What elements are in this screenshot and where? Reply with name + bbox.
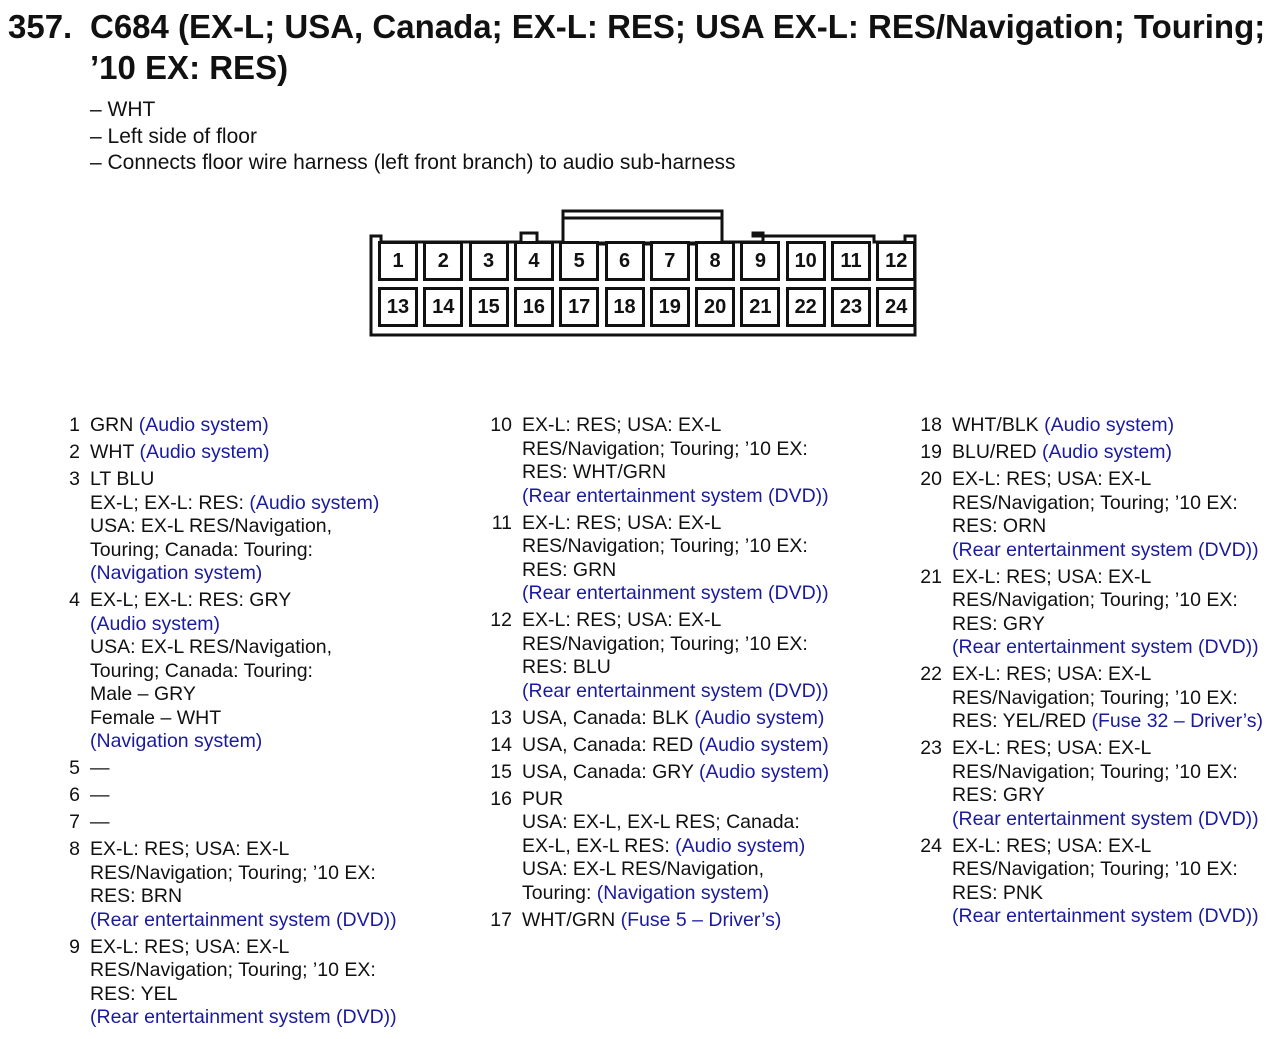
system-reference: (Rear entertainment system (DVD)) bbox=[522, 679, 829, 702]
wire-info: RES/Navigation; Touring; ’10 EX: bbox=[952, 760, 1238, 783]
system-reference: (Rear entertainment system (DVD)) bbox=[90, 1006, 397, 1028]
pin-description-line bbox=[90, 468, 462, 492]
wire-info: RES: GRN bbox=[522, 558, 617, 581]
connector-pin-cell: 9 bbox=[740, 241, 780, 281]
pin-description-line bbox=[522, 535, 888, 559]
pin-entry bbox=[918, 737, 1287, 831]
pin-number: 19 bbox=[920, 441, 942, 463]
pin-entry bbox=[62, 414, 462, 438]
pin-entry bbox=[918, 414, 1287, 438]
wire-info: RES/Navigation; Touring; ’10 EX: bbox=[952, 589, 1238, 611]
connector-title: C684 (EX-L; USA, Canada; EX-L: RES; USA EX-L: RES/Navigation; Touring; ’10 EX: RES) bbox=[90, 8, 1266, 86]
wire-info: PUR bbox=[522, 787, 564, 810]
wire-info: USA: EX-L RES/Navigation, bbox=[90, 515, 333, 537]
pin-description-line bbox=[522, 835, 888, 859]
pin-number: 1 bbox=[69, 414, 80, 436]
pin-number: 4 bbox=[69, 589, 80, 611]
wire-info: RES/Navigation; Touring; ’10 EX: bbox=[952, 858, 1238, 880]
connector-notes bbox=[90, 97, 736, 177]
wire-info: WHT/GRN bbox=[522, 908, 621, 931]
pin-number: 20 bbox=[920, 468, 942, 490]
pin-entry bbox=[918, 566, 1287, 660]
connector-pin-cell: 20 bbox=[695, 287, 735, 327]
pin-description-line bbox=[90, 730, 462, 754]
system-reference: (Navigation system) bbox=[90, 730, 263, 752]
wire-info: RES: YEL/RED bbox=[952, 710, 1092, 732]
wire-info: USA: EX-L RES/Navigation, bbox=[522, 858, 765, 880]
system-reference: (Rear entertainment system (DVD)) bbox=[90, 908, 397, 931]
pin-entry bbox=[488, 414, 888, 508]
pin-entry bbox=[488, 734, 888, 758]
wire-info: RES/Navigation; Touring; ’10 EX: bbox=[522, 437, 808, 460]
pin-description-line bbox=[90, 562, 462, 586]
pin-number: 6 bbox=[69, 784, 80, 806]
pin-description-line bbox=[522, 811, 888, 835]
connector-pin-cell: 2 bbox=[423, 241, 463, 281]
system-reference: (Fuse 32 – Driver’s) bbox=[1091, 710, 1264, 732]
wire-info: EX-L: RES; USA: EX-L bbox=[952, 468, 1152, 490]
connector-pin-cell: 3 bbox=[469, 241, 509, 281]
wire-info: RES: GRY bbox=[952, 784, 1045, 806]
pin-description-line bbox=[90, 811, 462, 835]
wire-info: RES: PNK bbox=[952, 881, 1044, 904]
pin-description-line bbox=[952, 905, 1287, 929]
connector-pin-cell: 13 bbox=[378, 287, 418, 327]
connector-pin-cell: 23 bbox=[831, 287, 871, 327]
pin-description-line bbox=[522, 633, 888, 657]
pin-description-line bbox=[90, 441, 462, 465]
pin-entry bbox=[62, 838, 462, 932]
pin-description-line bbox=[522, 414, 888, 438]
wire-info: RES: WHT/GRN bbox=[522, 461, 667, 483]
pin-description-line bbox=[90, 983, 462, 1007]
pin-number: 24 bbox=[920, 834, 942, 857]
pin-description-line bbox=[522, 461, 888, 485]
pin-description-line bbox=[952, 468, 1287, 492]
pin-entry bbox=[918, 663, 1287, 734]
pin-description-line bbox=[90, 660, 462, 684]
connector-pin-cell: 6 bbox=[605, 241, 645, 281]
pin-description-line bbox=[952, 441, 1287, 465]
connector-pin-cell: 12 bbox=[876, 241, 916, 281]
pin-description-line bbox=[90, 414, 462, 438]
pin-description-line bbox=[952, 539, 1287, 563]
connector-face-diagram bbox=[369, 209, 917, 339]
wire-info: EX-L: RES; USA: EX-L bbox=[952, 663, 1152, 685]
system-reference: (Rear entertainment system (DVD)) bbox=[952, 807, 1259, 830]
pin-description-line bbox=[522, 909, 888, 933]
wire-info: Touring: bbox=[522, 881, 597, 904]
pin-description-line bbox=[952, 710, 1287, 734]
pin-number: 2 bbox=[69, 441, 80, 463]
pin-number: 18 bbox=[920, 414, 942, 436]
system-reference: (Rear entertainment system (DVD)) bbox=[952, 636, 1259, 658]
pin-description-line bbox=[952, 784, 1287, 808]
pin-number: 3 bbox=[69, 468, 80, 490]
wire-info: RES: BLU bbox=[522, 656, 611, 678]
pin-description-line bbox=[522, 438, 888, 462]
connector-pin-cell: 14 bbox=[423, 287, 463, 327]
pin-description-line bbox=[90, 636, 462, 660]
wire-info: EX-L, EX-L RES: bbox=[522, 834, 676, 857]
pin-entry bbox=[918, 441, 1287, 465]
pin-number: 11 bbox=[491, 511, 512, 534]
system-reference: (Audio system) bbox=[698, 733, 829, 756]
wire-info: USA, Canada: BLK bbox=[522, 706, 695, 729]
system-reference: (Fuse 5 – Driver’s) bbox=[620, 908, 782, 931]
connector-pin-cell: 7 bbox=[650, 241, 690, 281]
pin-description-line bbox=[90, 862, 462, 886]
connector-pin-cell: 21 bbox=[740, 287, 780, 327]
wire-info: Male – GRY bbox=[90, 683, 196, 705]
system-reference: (Rear entertainment system (DVD)) bbox=[952, 538, 1259, 561]
pin-description-line bbox=[952, 882, 1287, 906]
pin-description-line bbox=[522, 734, 888, 758]
pin-description-line bbox=[522, 512, 888, 536]
pin-entry bbox=[918, 835, 1287, 929]
wire-info: EX-L: RES; USA: EX-L bbox=[952, 737, 1152, 759]
wire-info: Touring; Canada: Touring: bbox=[90, 659, 313, 682]
pin-number: 15 bbox=[490, 760, 512, 783]
pin-description-line bbox=[522, 609, 888, 633]
pin-description-line bbox=[952, 414, 1287, 438]
wire-info: EX-L; EX-L: RES: bbox=[90, 491, 250, 514]
wire-info: EX-L: RES; USA: EX-L bbox=[90, 838, 290, 860]
pin-list-column-1 bbox=[62, 414, 462, 1033]
pin-description-line bbox=[952, 835, 1287, 859]
pin-description-line bbox=[952, 737, 1287, 761]
pin-number: 22 bbox=[920, 663, 942, 685]
pin-description-line bbox=[522, 485, 888, 509]
pin-entry bbox=[62, 784, 462, 808]
pin-entry bbox=[62, 811, 462, 835]
connector-pin-cell: 18 bbox=[605, 287, 645, 327]
pin-description-line bbox=[952, 636, 1287, 660]
pin-description-line bbox=[952, 663, 1287, 687]
pin-number: 23 bbox=[920, 737, 942, 759]
pin-description-line bbox=[90, 707, 462, 731]
wire-info: USA: EX-L, EX-L RES; Canada: bbox=[522, 811, 800, 833]
pin-entry bbox=[488, 761, 888, 785]
wire-info: USA, Canada: RED bbox=[522, 733, 699, 756]
pin-description-line bbox=[952, 515, 1287, 539]
system-reference: (Navigation system) bbox=[90, 562, 263, 584]
pin-number: 16 bbox=[490, 787, 512, 810]
pin-description-line bbox=[90, 683, 462, 707]
pin-description-line bbox=[90, 515, 462, 539]
connector-pin-cell: 10 bbox=[786, 241, 826, 281]
pin-entry bbox=[488, 512, 888, 606]
pin-entry bbox=[62, 936, 462, 1030]
pin-description-line bbox=[952, 566, 1287, 590]
pin-number: 5 bbox=[69, 757, 80, 779]
connector-pin-cell: 24 bbox=[876, 287, 916, 327]
pin-list-column-3 bbox=[918, 414, 1287, 932]
pin-description-line bbox=[90, 909, 462, 933]
pin-entry bbox=[62, 468, 462, 586]
pin-description-line bbox=[522, 656, 888, 680]
note-connection: – Connects floor wire harness (left front branch) to audio sub-harness bbox=[90, 151, 736, 174]
entry-number: 357. bbox=[8, 8, 73, 45]
system-reference: (Audio system) bbox=[694, 706, 825, 729]
pin-description-line bbox=[90, 784, 462, 808]
wire-info: WHT/BLK bbox=[952, 414, 1045, 436]
pin-entry bbox=[918, 468, 1287, 562]
wire-info: GRN bbox=[90, 414, 139, 436]
pin-description-line bbox=[522, 882, 888, 906]
wire-info: RES/Navigation; Touring; ’10 EX: bbox=[952, 491, 1238, 514]
system-reference: (Navigation system) bbox=[596, 881, 770, 904]
system-reference: (Audio system) bbox=[138, 414, 269, 436]
wire-info: — bbox=[90, 757, 110, 779]
wire-info: EX-L: RES; USA: EX-L bbox=[522, 414, 722, 436]
wire-info: RES: ORN bbox=[952, 515, 1047, 537]
pin-number: 17 bbox=[490, 908, 512, 931]
wire-info: EX-L: RES; USA: EX-L bbox=[952, 565, 1152, 588]
pin-description-line bbox=[90, 613, 462, 637]
system-reference: (Rear entertainment system (DVD)) bbox=[522, 484, 829, 507]
pin-description-line bbox=[952, 687, 1287, 711]
system-reference: (Rear entertainment system (DVD)) bbox=[952, 905, 1259, 927]
wire-info: RES/Navigation; Touring; ’10 EX: bbox=[90, 959, 376, 981]
pin-number: 13 bbox=[490, 706, 512, 729]
system-reference: (Audio system) bbox=[675, 834, 806, 857]
pin-entry bbox=[62, 757, 462, 781]
wire-info: LT BLU bbox=[90, 468, 155, 490]
connector-pin-cell: 22 bbox=[786, 287, 826, 327]
note-color: – WHT bbox=[90, 98, 156, 121]
wire-info: RES: YEL bbox=[90, 982, 178, 1005]
wire-info: RES/Navigation; Touring; ’10 EX: bbox=[952, 686, 1238, 709]
connector-pin-cell: 15 bbox=[469, 287, 509, 327]
pin-description-line bbox=[90, 1006, 462, 1030]
pin-number: 10 bbox=[490, 414, 512, 436]
wire-info: RES/Navigation; Touring; ’10 EX: bbox=[522, 632, 808, 655]
pin-description-line bbox=[90, 838, 462, 862]
connector-pin-cell: 4 bbox=[514, 241, 554, 281]
wire-info: RES/Navigation; Touring; ’10 EX: bbox=[90, 861, 376, 884]
connector-pin-cell: 5 bbox=[559, 241, 599, 281]
pin-description-line bbox=[90, 589, 462, 613]
connector-pin-cell: 8 bbox=[695, 241, 735, 281]
pin-description-line bbox=[90, 936, 462, 960]
connector-pin-cell: 16 bbox=[514, 287, 554, 327]
wire-info: USA: EX-L RES/Navigation, bbox=[90, 636, 333, 658]
pin-description-line bbox=[90, 959, 462, 983]
system-reference: (Audio system) bbox=[90, 612, 221, 635]
wire-info: — bbox=[90, 784, 110, 806]
pin-entry bbox=[62, 589, 462, 754]
system-reference: (Audio system) bbox=[249, 491, 380, 514]
pin-description-line bbox=[522, 559, 888, 583]
pin-description-line bbox=[522, 707, 888, 731]
pin-description-line bbox=[522, 858, 888, 882]
wire-info: RES/Navigation; Touring; ’10 EX: bbox=[522, 535, 808, 557]
pin-entry bbox=[488, 707, 888, 731]
wire-info: RES: BRN bbox=[90, 885, 183, 907]
pin-description-line bbox=[952, 613, 1287, 637]
connector-pin-cell: 19 bbox=[650, 287, 690, 327]
wire-info: EX-L: RES; USA: EX-L bbox=[90, 935, 290, 958]
wire-info: EX-L; EX-L: RES: GRY bbox=[90, 589, 292, 611]
wire-info: RES: GRY bbox=[952, 612, 1045, 635]
pin-description-line bbox=[952, 808, 1287, 832]
pin-description-line bbox=[952, 589, 1287, 613]
wire-info: EX-L: RES; USA: EX-L bbox=[522, 609, 722, 631]
pin-description-line bbox=[90, 492, 462, 516]
system-reference: (Audio system) bbox=[699, 760, 830, 783]
pin-description-line bbox=[522, 582, 888, 606]
pin-entry bbox=[488, 788, 888, 906]
pin-description-line bbox=[952, 492, 1287, 516]
system-reference: (Audio system) bbox=[1044, 414, 1175, 436]
connector-pin-cell: 1 bbox=[378, 241, 418, 281]
system-reference: (Audio system) bbox=[1041, 441, 1172, 463]
pin-description-line bbox=[90, 757, 462, 781]
pin-description-line bbox=[952, 761, 1287, 785]
connector-pin-cell: 17 bbox=[559, 287, 599, 327]
pin-entry bbox=[488, 909, 888, 933]
pin-description-line bbox=[90, 539, 462, 563]
pin-number: 14 bbox=[490, 733, 512, 756]
wire-info: Female – WHT bbox=[90, 706, 222, 729]
pin-list-column-2 bbox=[488, 414, 888, 936]
wire-info: EX-L: RES; USA: EX-L bbox=[522, 511, 722, 534]
pin-number: 12 bbox=[490, 609, 512, 631]
wire-info: — bbox=[90, 811, 110, 833]
pin-description-line bbox=[522, 761, 888, 785]
system-reference: (Audio system) bbox=[139, 441, 270, 463]
wire-info: Touring; Canada: Touring: bbox=[90, 538, 313, 561]
pin-number: 7 bbox=[69, 811, 80, 833]
pin-description-line bbox=[522, 788, 888, 812]
pin-description-line bbox=[522, 680, 888, 704]
pin-entry bbox=[62, 441, 462, 465]
pin-number: 21 bbox=[920, 565, 942, 588]
note-location: – Left side of floor bbox=[90, 124, 257, 148]
wire-info: BLU/RED bbox=[952, 441, 1042, 463]
system-reference: (Rear entertainment system (DVD)) bbox=[522, 582, 829, 604]
pin-description-line bbox=[90, 885, 462, 909]
wire-info: USA, Canada: GRY bbox=[522, 760, 700, 783]
pin-number: 8 bbox=[69, 838, 80, 860]
wire-info: WHT bbox=[90, 441, 140, 463]
wire-info: EX-L: RES; USA: EX-L bbox=[952, 834, 1152, 857]
pin-description-line bbox=[952, 858, 1287, 882]
pin-number: 9 bbox=[69, 935, 80, 958]
pin-entry bbox=[488, 609, 888, 703]
connector-pin-cell: 11 bbox=[831, 241, 871, 281]
